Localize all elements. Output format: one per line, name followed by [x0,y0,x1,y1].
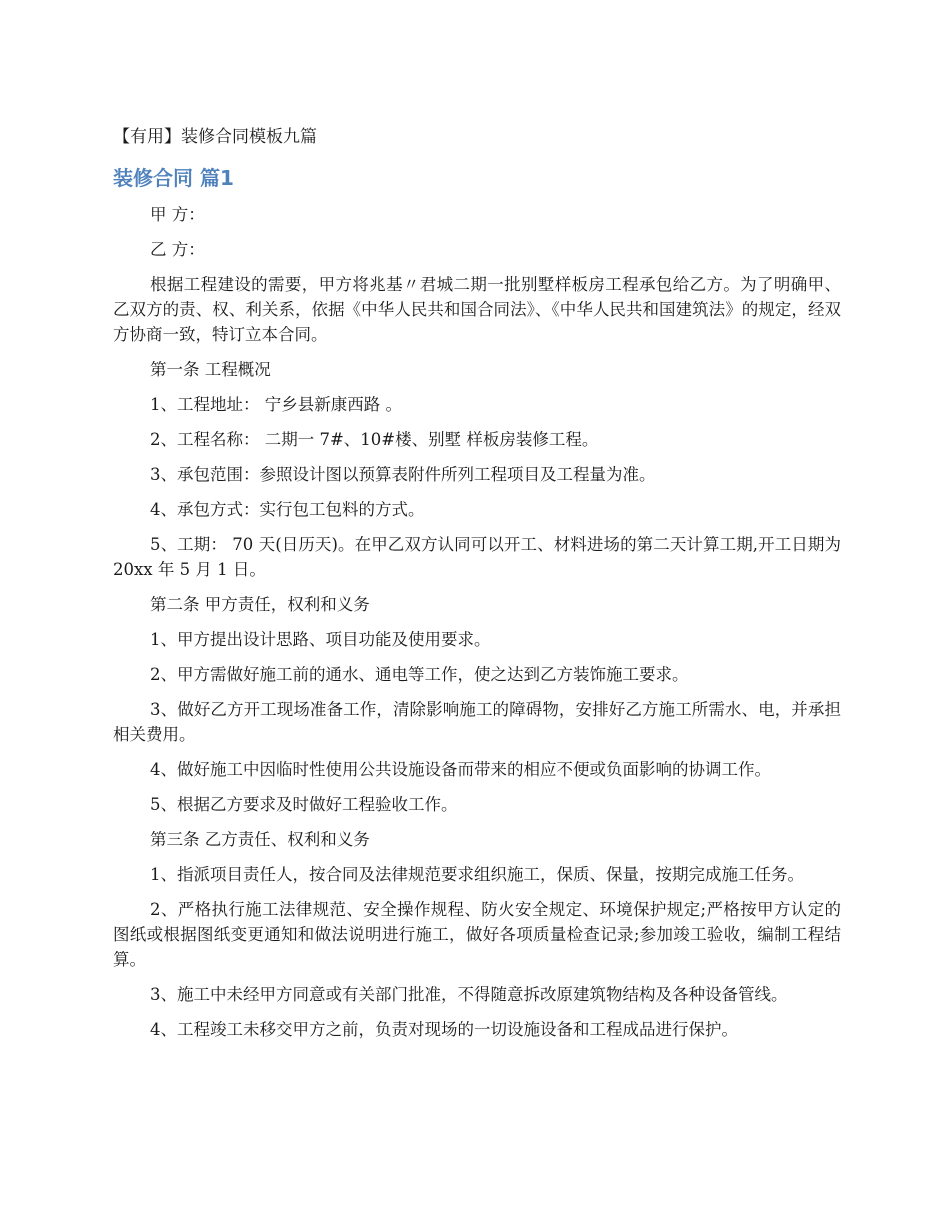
section-heading: 装修合同 篇1 [113,166,234,190]
preamble-paragraph: 根据工程建设的需要，甲方将兆基〃君城二期一批别墅样板房工程承包给乙方。为了明确甲、乙双方的责、权、利关系，依据《中华人民共和国合同法》、《中华人民共和国建筑法》的规定，经双方协商一致，特订立本合同。 [113,275,841,344]
document-title: 【有用】装修合同模板九篇 [113,127,317,147]
article-2-item-3: 3、做好乙方开工现场准备工作，清除影响施工的障碍物，安排好乙方施工所需水、电，并承担相关费用。 [113,700,841,744]
article-1-item-1: 1、工程地址： 宁乡县新康西路 。 [150,395,402,414]
article-3-item-1: 1、指派项目责任人，按合同及法律规范要求组织施工，保质、保量，按期完成施工任务。 [150,865,804,884]
article-1-heading: 第一条 工程概况 [150,360,271,379]
document-body [113,202,841,1052]
article-1-item-2: 2、工程名称： 二期一 7#、10#楼、别墅 样板房装修工程。 [150,430,599,449]
article-2-item-1: 1、甲方提出设计思路、项目功能及使用要求。 [150,630,491,649]
article-3-heading: 第三条 乙方责任、权利和义务 [150,830,370,849]
article-1-item-4: 4、承包方式：实行包工包料的方式。 [150,500,425,519]
article-1-item-3: 3、承包范围：参照设计图以预算表附件所列工程项目及工程量为准。 [150,465,656,484]
article-1-item-5: 5、工期： 70 天(日历天)。在甲乙双方认同可以开工、材料进场的第二天计算工期,开工日期为 20xx 年 5 月 1 日。 [113,535,841,579]
article-3-item-4: 4、工程竣工未移交甲方之前，负责对现场的一切设施设备和工程成品进行保护。 [150,1020,738,1039]
article-2-item-4: 4、做好施工中因临时性使用公共设施设备而带来的相应不便或负面影响的协调工作。 [150,760,771,779]
article-2-item-2: 2、甲方需做好施工前的通水、通电等工作，使之达到乙方装饰施工要求。 [150,665,689,684]
article-2-item-5: 5、根据乙方要求及时做好工程验收工作。 [150,795,458,814]
article-3-item-3: 3、施工中未经甲方同意或有关部门批准，不得随意拆改原建筑物结构及各种设备管线。 [150,985,788,1004]
party-a-line: 甲 方： [150,205,205,224]
article-3-item-2: 2、严格执行施工法律规范、安全操作规程、防火安全规定、环境保护规定;严格按甲方认定的图纸或根据图纸变更通知和做法说明进行施工，做好各项质量检查记录;参加竣工验收，编制工程结算。 [113,900,841,969]
party-b-line: 乙 方： [150,240,205,259]
article-2-heading: 第二条 甲方责任，权利和义务 [150,595,370,614]
